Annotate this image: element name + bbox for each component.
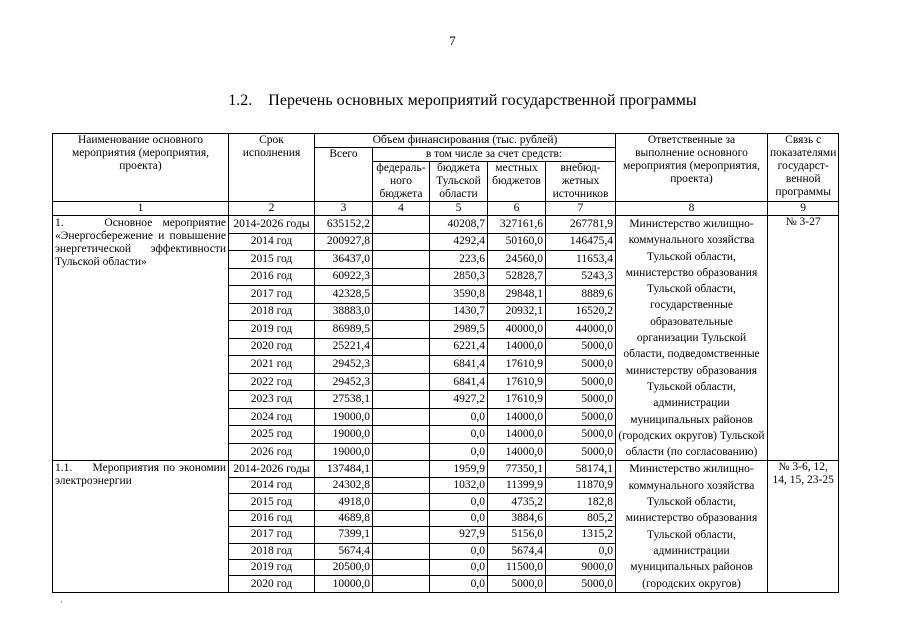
local-cell: 11500,0 (488, 559, 546, 575)
extra-cell: 267781,9 (546, 216, 616, 234)
local-cell: 24560,0 (488, 251, 546, 269)
extra-cell: 5000,0 (546, 391, 616, 409)
period-cell: 2019 год (229, 559, 315, 575)
total-cell: 86989,5 (315, 321, 373, 339)
total-cell: 19000,0 (315, 408, 373, 426)
local-cell: 20932,1 (488, 303, 546, 321)
local-cell: 3884,6 (488, 510, 546, 526)
header-term: Срок исполнения (229, 134, 315, 202)
federal-cell (373, 510, 430, 526)
extra-cell: 182,8 (546, 494, 616, 510)
extra-cell: 0,0 (546, 543, 616, 559)
period-cell: 2026 год (229, 443, 315, 461)
extra-cell: 5000,0 (546, 373, 616, 391)
regional-cell: 6221,4 (430, 338, 488, 356)
colnum: 1 (53, 202, 229, 216)
header-name: Наименование основного мероприятия (мероприятия, проекта) (53, 134, 229, 202)
indicator-link-cell: № 3-27 (768, 216, 839, 461)
period-cell: 2014-2026 годы (229, 461, 315, 477)
local-cell: 4735,2 (488, 494, 546, 510)
total-cell: 10000,0 (315, 576, 373, 592)
local-cell: 17610,9 (488, 391, 546, 409)
extra-cell: 58174,1 (546, 461, 616, 477)
header-incl: в том числе за счет средств: (373, 148, 616, 162)
federal-cell (373, 268, 430, 286)
federal-cell (373, 527, 430, 543)
extra-cell: 5000,0 (546, 408, 616, 426)
extra-cell: 5243,3 (546, 268, 616, 286)
header-extra: внебюд-жетных источников (546, 162, 616, 202)
total-cell: 24302,8 (315, 477, 373, 493)
table-row (53, 216, 839, 234)
extra-cell: 5000,0 (546, 443, 616, 461)
header-row-1 (53, 134, 839, 148)
regional-cell: 6841,4 (430, 373, 488, 391)
total-cell: 635152,2 (315, 216, 373, 234)
extra-cell: 5000,0 (546, 356, 616, 374)
period-cell: 2020 год (229, 576, 315, 592)
header-responsible: Ответственные за выполнение основного мероприятия (мероприятия, проекта) (616, 134, 768, 202)
total-cell: 60922,3 (315, 268, 373, 286)
federal-cell (373, 443, 430, 461)
period-cell: 2016 год (229, 268, 315, 286)
period-cell: 2024 год (229, 408, 315, 426)
responsible-cell: Министерство жилищно-коммунального хозяйства Тульской области, министерство образования Тульской области, государственные образовательные организации Тульской области, подведомственные министерству образования Тульской области, администрации муниципальных районов (городских округов) Тульской области (по согласованию) (616, 216, 768, 461)
period-cell: 2016 год (229, 510, 315, 526)
federal-cell (373, 426, 430, 444)
period-cell: 2015 год (229, 251, 315, 269)
federal-cell (373, 461, 430, 477)
period-cell: 2015 год (229, 494, 315, 510)
total-cell: 36437,0 (315, 251, 373, 269)
regional-cell: 0,0 (430, 443, 488, 461)
period-cell: 2014 год (229, 477, 315, 493)
federal-cell (373, 477, 430, 493)
total-cell: 7399,1 (315, 527, 373, 543)
total-cell: 4689,8 (315, 510, 373, 526)
total-cell: 19000,0 (315, 443, 373, 461)
total-cell: 19000,0 (315, 426, 373, 444)
regional-cell: 3590,8 (430, 286, 488, 304)
period-cell: 2018 год (229, 303, 315, 321)
table-row (53, 461, 839, 477)
extra-cell: 805,2 (546, 510, 616, 526)
responsible-cell: Министерство жилищно-коммунального хозяйства Тульской области, министерство образования Тульской области, администрации муниципальных районов (городских округов) (616, 461, 768, 592)
colnum: 7 (546, 202, 616, 216)
federal-cell (373, 321, 430, 339)
header-link: Связь с показателями государст-венной программы (768, 134, 839, 202)
total-cell: 4918,0 (315, 494, 373, 510)
extra-cell: 5000,0 (546, 338, 616, 356)
local-cell: 5156,0 (488, 527, 546, 543)
federal-cell (373, 303, 430, 321)
local-cell: 17610,9 (488, 373, 546, 391)
total-cell: 200927,8 (315, 233, 373, 251)
total-cell: 29452,3 (315, 373, 373, 391)
federal-cell (373, 576, 430, 592)
extra-cell: 1315,2 (546, 527, 616, 543)
header-total: Всего (315, 148, 373, 202)
period-cell: 2023 год (229, 391, 315, 409)
regional-cell: 4927,2 (430, 391, 488, 409)
total-cell: 137484,1 (315, 461, 373, 477)
federal-cell (373, 408, 430, 426)
page-number: 7 (449, 33, 456, 48)
regional-cell: 223,6 (430, 251, 488, 269)
total-cell: 20500,0 (315, 559, 373, 575)
local-cell: 14000,0 (488, 408, 546, 426)
column-numbers-row (53, 202, 839, 216)
federal-cell (373, 286, 430, 304)
federal-cell (373, 543, 430, 559)
local-cell: 40000,0 (488, 321, 546, 339)
total-cell: 25221,4 (315, 338, 373, 356)
measure-name: 1. Основное мероприятие «Энергосбережение и повышение энергетической эффективности Тульской области» (53, 216, 229, 461)
federal-cell (373, 216, 430, 234)
period-cell: 2018 год (229, 543, 315, 559)
regional-cell: 40208,7 (430, 216, 488, 234)
regional-cell: 1032,0 (430, 477, 488, 493)
local-cell: 52828,7 (488, 268, 546, 286)
local-cell: 11399,9 (488, 477, 546, 493)
federal-cell (373, 373, 430, 391)
local-cell: 14000,0 (488, 338, 546, 356)
measures-table (52, 133, 839, 593)
regional-cell: 6841,4 (430, 356, 488, 374)
local-cell: 5000,0 (488, 576, 546, 592)
local-cell: 77350,1 (488, 461, 546, 477)
period-cell: 2022 год (229, 373, 315, 391)
extra-cell: 11653,4 (546, 251, 616, 269)
scan-dot: · (60, 598, 63, 607)
colnum: 2 (229, 202, 315, 216)
regional-cell: 0,0 (430, 510, 488, 526)
colnum: 8 (616, 202, 768, 216)
total-cell: 5674,4 (315, 543, 373, 559)
regional-cell: 2850,3 (430, 268, 488, 286)
period-cell: 2021 год (229, 356, 315, 374)
extra-cell: 9000,0 (546, 559, 616, 575)
header-regional: бюджета Тульской области (430, 162, 488, 202)
regional-cell: 0,0 (430, 559, 488, 575)
regional-cell: 1959,9 (430, 461, 488, 477)
local-cell: 17610,9 (488, 356, 546, 374)
extra-cell: 5000,0 (546, 426, 616, 444)
regional-cell: 1430,7 (430, 303, 488, 321)
period-cell: 2017 год (229, 286, 315, 304)
regional-cell: 0,0 (430, 543, 488, 559)
colnum: 3 (315, 202, 373, 216)
federal-cell (373, 251, 430, 269)
header-federal: федераль-ного бюджета (373, 162, 430, 202)
local-cell: 50160,0 (488, 233, 546, 251)
total-cell: 27538,1 (315, 391, 373, 409)
federal-cell (373, 233, 430, 251)
federal-cell (373, 494, 430, 510)
header-volume: Объем финансирования (тыс. рублей) (315, 134, 616, 148)
extra-cell: 11870,9 (546, 477, 616, 493)
local-cell: 14000,0 (488, 443, 546, 461)
extra-cell: 16520,2 (546, 303, 616, 321)
colnum: 5 (430, 202, 488, 216)
regional-cell: 927,9 (430, 527, 488, 543)
local-cell: 327161,6 (488, 216, 546, 234)
local-cell: 5674,4 (488, 543, 546, 559)
period-cell: 2025 год (229, 426, 315, 444)
federal-cell (373, 356, 430, 374)
total-cell: 38883,0 (315, 303, 373, 321)
federal-cell (373, 338, 430, 356)
header-local: местных бюджетов (488, 162, 546, 202)
local-cell: 29848,1 (488, 286, 546, 304)
regional-cell: 4292,4 (430, 233, 488, 251)
federal-cell (373, 391, 430, 409)
period-cell: 2014 год (229, 233, 315, 251)
extra-cell: 146475,4 (546, 233, 616, 251)
period-cell: 2020 год (229, 338, 315, 356)
extra-cell: 5000,0 (546, 576, 616, 592)
regional-cell: 0,0 (430, 494, 488, 510)
extra-cell: 44000,0 (546, 321, 616, 339)
period-cell: 2019 год (229, 321, 315, 339)
colnum: 4 (373, 202, 430, 216)
period-cell: 2017 год (229, 527, 315, 543)
period-cell: 2014-2026 годы (229, 216, 315, 234)
extra-cell: 8889,6 (546, 286, 616, 304)
regional-cell: 0,0 (430, 426, 488, 444)
colnum: 9 (768, 202, 839, 216)
colnum: 6 (488, 202, 546, 216)
regional-cell: 0,0 (430, 408, 488, 426)
measure-name: 1.1. Мероприятия по экономии электроэнергии (53, 461, 229, 592)
regional-cell: 0,0 (430, 576, 488, 592)
total-cell: 29452,3 (315, 356, 373, 374)
regional-cell: 2989,5 (430, 321, 488, 339)
local-cell: 14000,0 (488, 426, 546, 444)
indicator-link-cell: № 3-6, 12, 14, 15, 23-25 (768, 461, 839, 592)
federal-cell (373, 559, 430, 575)
section-title: 1.2. Перечень основных мероприятий государственной программы (228, 92, 697, 109)
total-cell: 42328,5 (315, 286, 373, 304)
